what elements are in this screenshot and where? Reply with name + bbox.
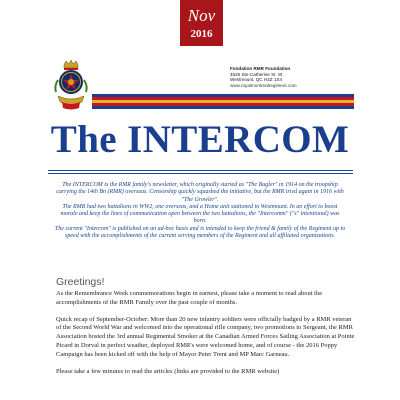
body-text (56, 290, 356, 384)
stripe-blue (92, 106, 354, 109)
date-year: 2016 (190, 28, 213, 40)
foundation-address-block (230, 66, 355, 88)
date-month: Nov (187, 6, 216, 25)
regimental-crest-logo (52, 58, 90, 114)
body-paragraph: Please take a few minutes to read the articles (links are provided to the RMR website) (56, 367, 280, 375)
masthead-title: The INTERCOM (50, 118, 350, 161)
masthead-rule-top (48, 170, 353, 171)
body-paragraph: As the Remembrance Week commemorations begin in earnest, please take a moment to read about the accomplishments of the RMR Family over the past couple of months. (56, 290, 323, 306)
greeting-heading: Greetings! (56, 276, 105, 288)
intro-paragraph: The RMR had two battalions in WW2, one overseas, and a Home unit stationed in Westmount. In an effort to boost morale and keep the lines of communication open between the two battalions, the "Intercomm" ("s" intentional) was born. (60, 203, 340, 225)
body-paragraph: Quick recap of September-October: More than 20 new infantry soldiers were officially badged by a RMR veteran of the Second World War and welcomed into the operational rifle company, two promotions to Sergeant, the RMR Association hosted the 3rd annual Regimental Smoker at the Canadian Armed Forces Sailing Association at Pointe Picard in Dorval in perfect weather, deployed RMR's were welcomed home, and of course - the 2016 Poppy Campaign has been kicked off with the help of Mayor Peter Trent and MP Marc Garneau. (56, 315, 355, 358)
foundation-street: 4625 Ste-Catherine St. W. (230, 71, 284, 77)
intro-paragraph: The INTERCOM is the RMR family's newsletter, which originally started as "The Bugler" in 1914 on the troopship carrying the 14th Bn (RMR) overseas. Censorship quickly squashed the initiative, but the RMR tried again in 1916 with "The Growler". (56, 182, 344, 203)
foundation-name: Fondation RMR Foundation (230, 66, 291, 71)
masthead-rule-bottom (48, 173, 353, 174)
intro-paragraph: The current "Intercom" is published on an ad-hoc basis and is intended to keep the friend & family of the Regiment up to speed with the accomplishments of the current serving members of the Regiment and all affiliated organizations. (54, 225, 346, 240)
foundation-website-link[interactable]: www.royalmontrealregiment.com (230, 82, 297, 88)
intro-block (54, 182, 346, 240)
foundation-city: Westmount, QC H3Z 1S4 (230, 77, 282, 83)
regimental-color-stripes (92, 94, 354, 109)
date-badge (180, 0, 223, 46)
